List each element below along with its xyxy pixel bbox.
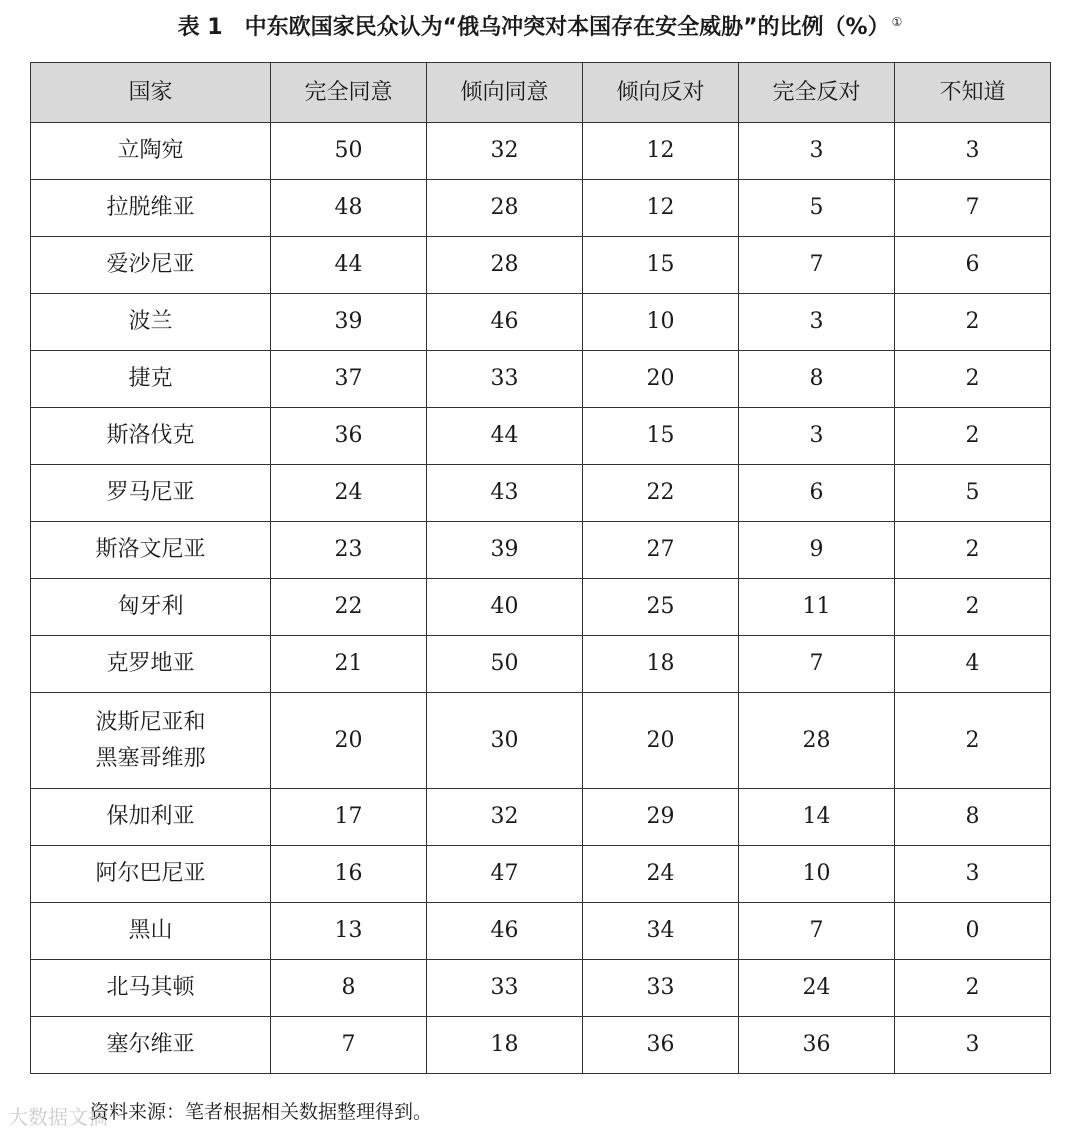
value-cell: 13 (271, 903, 427, 960)
country-cell (31, 180, 271, 237)
table-body (31, 123, 1051, 1074)
value-cell: 30 (427, 693, 583, 789)
value-cell: 15 (583, 408, 739, 465)
column-header: 完全同意 (271, 63, 427, 123)
value-cell: 7 (739, 237, 895, 294)
value-cell: 2 (895, 351, 1051, 408)
value-cell: 12 (583, 180, 739, 237)
value-cell: 0 (895, 903, 1051, 960)
value-cell: 39 (271, 294, 427, 351)
value-cell: 10 (583, 294, 739, 351)
data-table (30, 62, 1051, 1074)
table-row (31, 294, 1051, 351)
country-cell (31, 903, 271, 960)
country-name: 塞尔维亚 (106, 1032, 195, 1057)
country-cell (31, 237, 271, 294)
value-cell: 21 (271, 636, 427, 693)
country-cell (31, 789, 271, 846)
country-cell (31, 123, 271, 180)
value-cell: 40 (427, 579, 583, 636)
table-row (31, 846, 1051, 903)
table-row (31, 123, 1051, 180)
value-cell: 5 (739, 180, 895, 237)
value-cell: 43 (427, 465, 583, 522)
value-cell: 18 (427, 1017, 583, 1074)
country-cell (31, 522, 271, 579)
table-title (0, 10, 1080, 46)
value-cell: 7 (739, 903, 895, 960)
country-cell (31, 960, 271, 1017)
table-row (31, 237, 1051, 294)
value-cell: 24 (271, 465, 427, 522)
country-name: 捷克 (128, 366, 173, 391)
value-cell: 3 (895, 123, 1051, 180)
table-row (31, 693, 1051, 789)
value-cell: 3 (895, 846, 1051, 903)
country-cell (31, 465, 271, 522)
watermark-logo: 大数据文摘 (8, 1105, 108, 1129)
value-cell: 18 (583, 636, 739, 693)
value-cell: 8 (895, 789, 1051, 846)
value-cell: 8 (739, 351, 895, 408)
value-cell: 6 (895, 237, 1051, 294)
value-cell: 3 (739, 408, 895, 465)
value-cell: 32 (427, 123, 583, 180)
value-cell: 24 (583, 846, 739, 903)
country-name: 斯洛伐克 (106, 423, 195, 448)
value-cell: 23 (271, 522, 427, 579)
table-row (31, 351, 1051, 408)
country-cell (31, 846, 271, 903)
value-cell: 28 (427, 180, 583, 237)
table-row (31, 960, 1051, 1017)
table-number: 表 1 (177, 15, 223, 40)
value-cell: 33 (583, 960, 739, 1017)
value-cell: 20 (583, 693, 739, 789)
value-cell: 22 (583, 465, 739, 522)
footnote-marker: ① (891, 15, 903, 29)
country-name: 立陶宛 (117, 138, 184, 163)
value-cell: 20 (271, 693, 427, 789)
value-cell: 12 (583, 123, 739, 180)
country-cell (31, 294, 271, 351)
value-cell: 9 (739, 522, 895, 579)
table-row (31, 789, 1051, 846)
country-cell (31, 636, 271, 693)
country-cell (31, 1017, 271, 1074)
value-cell: 10 (739, 846, 895, 903)
value-cell: 2 (895, 960, 1051, 1017)
value-cell: 6 (739, 465, 895, 522)
table-row (31, 579, 1051, 636)
value-cell: 50 (271, 123, 427, 180)
value-cell: 2 (895, 408, 1051, 465)
table-row (31, 180, 1051, 237)
value-cell: 2 (895, 693, 1051, 789)
country-name: 拉脱维亚 (106, 195, 195, 220)
value-cell: 20 (583, 351, 739, 408)
country-name: 波兰 (128, 309, 173, 334)
country-cell (31, 579, 271, 636)
value-cell: 46 (427, 903, 583, 960)
value-cell: 46 (427, 294, 583, 351)
value-cell: 29 (583, 789, 739, 846)
country-name: 匈牙利 (117, 594, 184, 619)
table-row (31, 465, 1051, 522)
table-row (31, 636, 1051, 693)
column-header: 倾向反对 (583, 63, 739, 123)
value-cell: 7 (271, 1017, 427, 1074)
value-cell: 8 (271, 960, 427, 1017)
country-name: 罗马尼亚 (106, 480, 195, 505)
country-name: 波斯尼亚和 (95, 709, 206, 735)
header-row (31, 63, 1051, 123)
column-header: 国家 (31, 63, 271, 123)
table-row (31, 1017, 1051, 1074)
country-name: 斯洛文尼亚 (95, 537, 206, 562)
value-cell: 33 (427, 351, 583, 408)
value-cell: 4 (895, 636, 1051, 693)
value-cell: 34 (583, 903, 739, 960)
country-cell (31, 693, 271, 789)
country-name: 北马其顿 (106, 975, 195, 1000)
value-cell: 44 (427, 408, 583, 465)
value-cell: 36 (739, 1017, 895, 1074)
value-cell: 3 (739, 123, 895, 180)
value-cell: 33 (427, 960, 583, 1017)
value-cell: 36 (271, 408, 427, 465)
table-row (31, 408, 1051, 465)
value-cell: 27 (583, 522, 739, 579)
column-header: 不知道 (895, 63, 1051, 123)
value-cell: 14 (739, 789, 895, 846)
value-cell: 37 (271, 351, 427, 408)
value-cell: 28 (427, 237, 583, 294)
value-cell: 22 (271, 579, 427, 636)
value-cell: 28 (739, 693, 895, 789)
value-cell: 50 (427, 636, 583, 693)
value-cell: 3 (895, 1017, 1051, 1074)
value-cell: 39 (427, 522, 583, 579)
value-cell: 24 (739, 960, 895, 1017)
value-cell: 48 (271, 180, 427, 237)
value-cell: 7 (739, 636, 895, 693)
table-row (31, 522, 1051, 579)
column-header: 完全反对 (739, 63, 895, 123)
value-cell: 32 (427, 789, 583, 846)
source-note: 资料来源：笔者根据相关数据整理得到。 (90, 1101, 433, 1123)
value-cell: 47 (427, 846, 583, 903)
value-cell: 16 (271, 846, 427, 903)
value-cell: 2 (895, 294, 1051, 351)
value-cell: 15 (583, 237, 739, 294)
value-cell: 2 (895, 522, 1051, 579)
country-name: 爱沙尼亚 (106, 252, 195, 277)
value-cell: 11 (739, 579, 895, 636)
country-name: 阿尔巴尼亚 (95, 861, 206, 886)
value-cell: 17 (271, 789, 427, 846)
value-cell: 25 (583, 579, 739, 636)
value-cell: 7 (895, 180, 1051, 237)
country-name: 克罗地亚 (106, 651, 195, 676)
country-name: 保加利亚 (106, 804, 195, 829)
value-cell: 3 (739, 294, 895, 351)
table-row (31, 903, 1051, 960)
country-cell (31, 351, 271, 408)
table-caption: 中东欧国家民众认为“俄乌冲突对本国存在安全威胁”的比例（%） (244, 15, 890, 40)
country-name-line2: 黑塞哥维那 (95, 745, 206, 771)
country-cell (31, 408, 271, 465)
column-header: 倾向同意 (427, 63, 583, 123)
value-cell: 36 (583, 1017, 739, 1074)
value-cell: 2 (895, 579, 1051, 636)
value-cell: 44 (271, 237, 427, 294)
country-name: 黑山 (128, 918, 173, 943)
value-cell: 5 (895, 465, 1051, 522)
